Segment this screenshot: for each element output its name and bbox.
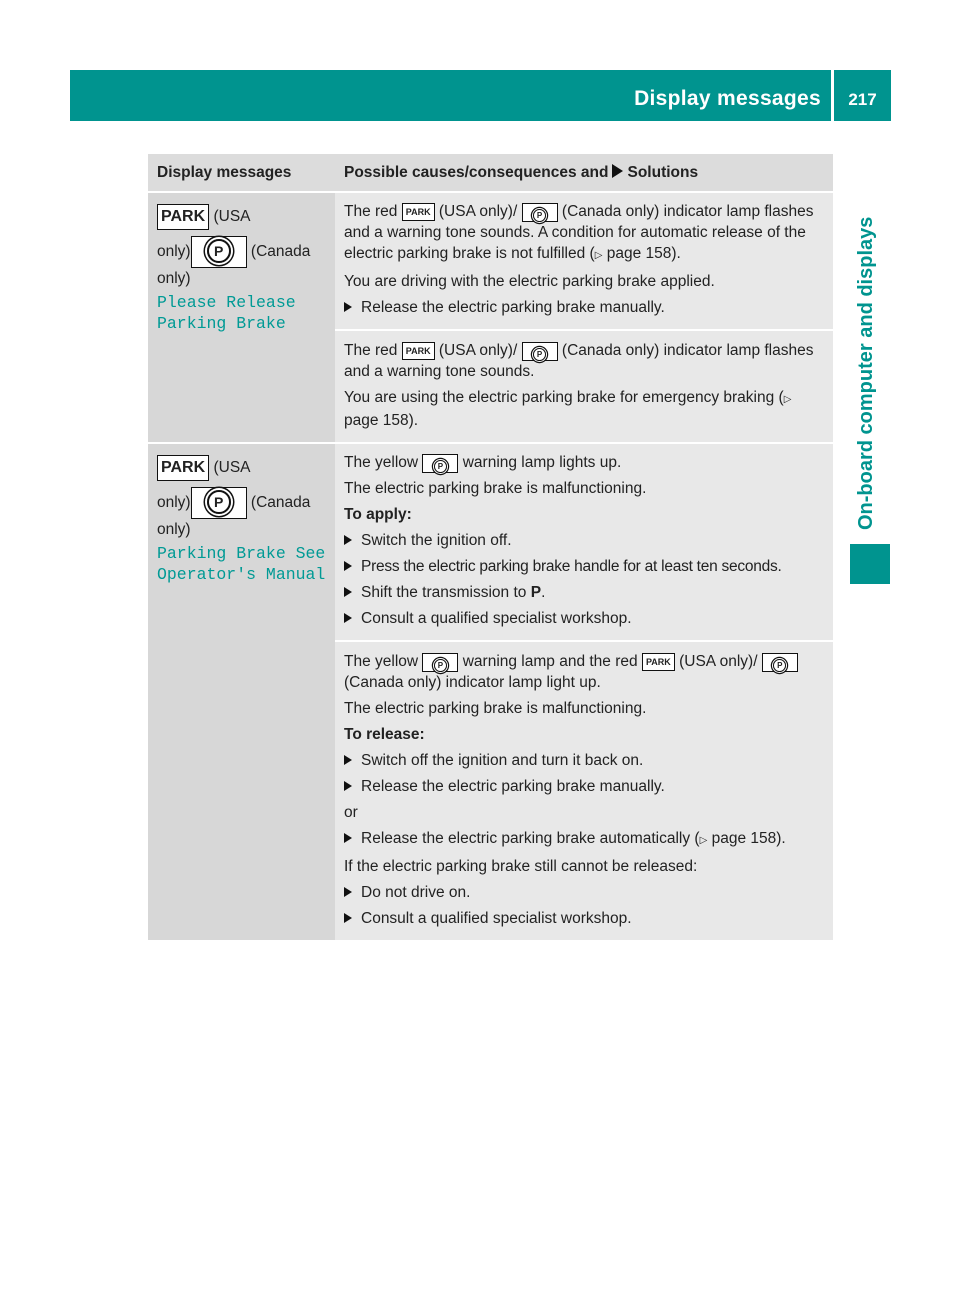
step-arrow-icon xyxy=(344,535,352,545)
page-title: Display messages xyxy=(634,87,821,110)
step-arrow-icon xyxy=(344,587,352,597)
list-item: Press the electric parking brake handle for at least ten seconds. xyxy=(344,556,825,577)
table-header-row xyxy=(148,154,833,192)
parking-brake-lamp-icon: P xyxy=(422,653,458,672)
list-item: Release the electric parking brake manually. xyxy=(344,297,825,318)
solution-cell: The yellow P warning lamp lights up. The electric parking brake is malfunctioning. To apply: Switch the ignition off. Press the electric parking brake handle for at least ten seconds. Shift the transmission to P. Consult a qualified specialist workshop. xyxy=(335,443,833,641)
display-messages-table xyxy=(148,154,833,940)
step-arrow-icon xyxy=(344,561,352,571)
list-item: Switch off the ignition and turn it back on. xyxy=(344,750,825,771)
step-arrow-icon xyxy=(344,755,352,765)
step-arrow-icon xyxy=(344,613,352,623)
header-bar xyxy=(70,70,891,121)
list-item: Consult a qualified specialist workshop. xyxy=(344,608,825,629)
step-arrow-icon xyxy=(344,887,352,897)
list-item: Release the electric parking brake automatically (▷ page 158). xyxy=(344,828,825,851)
side-tab xyxy=(850,170,890,530)
parking-brake-lamp-icon: P xyxy=(191,487,247,519)
message-cell: PARK (USA only) P (Canada only) Please Release Parking Brake xyxy=(148,192,335,443)
step-arrow-icon xyxy=(344,913,352,923)
step-arrow-icon xyxy=(344,833,352,843)
list-item: Switch the ignition off. xyxy=(344,530,825,551)
list-item: Do not drive on. xyxy=(344,882,825,903)
list-item: Shift the transmission to P. xyxy=(344,582,825,603)
arrow-right-icon xyxy=(612,164,623,178)
page-ref-icon: ▷ xyxy=(783,394,792,405)
park-lamp-icon: PARK xyxy=(157,455,209,481)
display-message-text: Parking Brake See Operator's Manual xyxy=(157,544,326,584)
step-arrow-icon xyxy=(344,781,352,791)
side-tab-marker xyxy=(850,544,890,584)
solution-cell: The red PARK (USA only)/ P (Canada only) indicator lamp flashes and a warning tone sounds. A condition for automatic release of the electric parking brake is not fulfilled (▷ page 158). You are driving with the electric parking brake applied. Release the electric parking brake manually. xyxy=(335,192,833,330)
side-tab-label: On-board computer and displays xyxy=(855,216,877,530)
col-header-solutions: Possible causes/consequences and Solutions xyxy=(335,154,833,192)
list-item: Consult a qualified specialist workshop. xyxy=(344,908,825,929)
parking-brake-lamp-icon: P xyxy=(522,342,558,361)
message-cell: PARK (USA only) P (Canada only) Parking Brake See Operator's Manual xyxy=(148,443,335,940)
table-row xyxy=(148,443,833,641)
page-ref-icon: ▷ xyxy=(699,835,708,846)
park-lamp-icon: PARK xyxy=(402,342,435,360)
park-lamp-icon: PARK xyxy=(642,653,675,671)
parking-brake-lamp-icon: P xyxy=(522,203,558,222)
parking-brake-lamp-icon: P xyxy=(191,236,247,268)
park-lamp-icon: PARK xyxy=(402,203,435,221)
table-row xyxy=(148,192,833,330)
parking-brake-lamp-icon: P xyxy=(762,653,798,672)
display-message-text: Please Release Parking Brake xyxy=(157,293,296,333)
step-arrow-icon xyxy=(344,302,352,312)
list-item: Release the electric parking brake manually. xyxy=(344,776,825,797)
solution-cell: The yellow P warning lamp and the red PARK (USA only)/ P (Canada only) indicator lamp light up. The electric parking brake is malfunctioning. To release: Switch off the ignition and turn it back on. Release the electric parking brake manually. or Release the electric parking brake automatically (▷ page 158). If the electric parking brake still cannot be released: Do not drive on. Consult a qualified specialist workshop. xyxy=(335,641,833,940)
solution-cell: The red PARK (USA only)/ P (Canada only) indicator lamp flashes and a warning tone sounds. You are using the electric parking brake for emergency braking (▷ page 158). xyxy=(335,330,833,443)
col-header-messages: Display messages xyxy=(148,154,335,192)
page-ref-icon: ▷ xyxy=(594,250,603,261)
page-number: 217 xyxy=(848,90,877,109)
parking-brake-lamp-icon: P xyxy=(422,454,458,473)
park-lamp-icon: PARK xyxy=(157,204,209,230)
